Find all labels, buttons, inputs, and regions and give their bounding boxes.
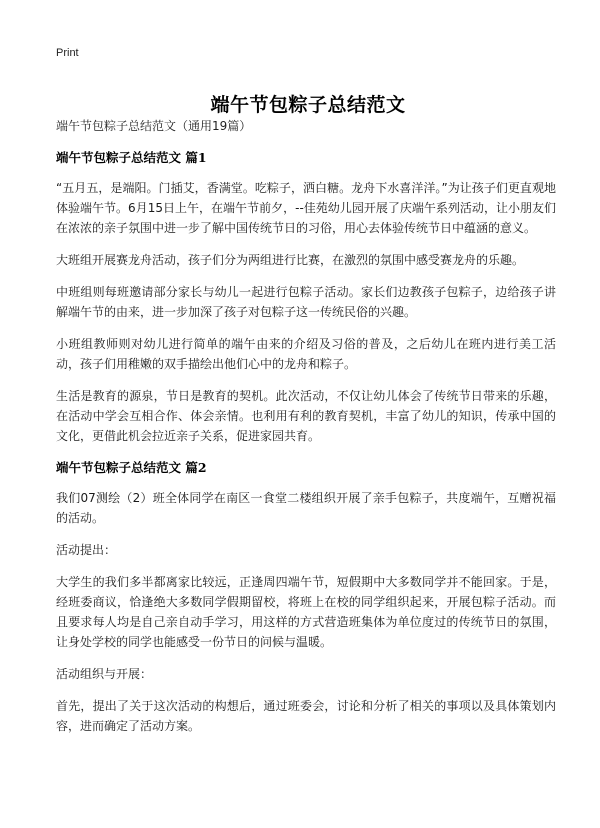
paragraph: 活动提出： bbox=[56, 543, 117, 557]
section-heading-2: 端午节包粽子总结范文 篇2 bbox=[56, 460, 207, 475]
paragraph: 小班组教师则对幼儿进行简单的端午由来的介绍及习俗的普及，之后幼儿在班内进行美工活动，孩子们用稚嫩的双手描绘出他们心中的龙舟和粽子。 bbox=[56, 337, 556, 371]
paragraph: 中班组则每班邀请部分家长与幼儿一起进行包粽子活动。家长们边教孩子包粽子，边给孩子讲解端午节的由来，进一步加深了孩子对包粽子这一传统民俗的兴趣。 bbox=[56, 285, 556, 319]
paragraph: “五月五，是端阳。门插艾，香满堂。吃粽子，洒白糖。龙舟下水喜洋洋。”为让孩子们更直观地体验端午节。6月15日上午，在端午节前夕，--佳苑幼儿园开展了庆端午系列活动，让小朋友们在浓浓的亲子氛围中进一步了解中国传统节日的习俗，用心去体验传统节日中蕴涵的意义。 bbox=[56, 181, 556, 235]
document-subtitle: 端午节包粽子总结范文（通用19篇） bbox=[56, 119, 252, 133]
paragraph: 活动组织与开展： bbox=[56, 667, 153, 681]
paragraph: 首先，提出了关于这次活动的构想后，通过班委会，讨论和分析了相关的事项以及具体策划内容，进而确定了活动方案。 bbox=[56, 699, 556, 733]
section-heading-1: 端午节包粽子总结范文 篇1 bbox=[56, 150, 207, 165]
paragraph: 大班组开展赛龙舟活动，孩子们分为两组进行比赛，在激烈的氛围中感受赛龙舟的乐趣。 bbox=[56, 253, 525, 267]
document-title: 端午节包粽子总结范文 bbox=[210, 93, 406, 116]
paragraph: 生活是教育的源泉，节日是教育的契机。此次活动，不仅让幼儿体会了传统节日带来的乐趣，在活动中学会互相合作、体会亲情。也利用有利的教育契机，丰富了幼儿的知识，传承中国的文化，更借此机会拉近亲子关系，促进家园共育。 bbox=[56, 389, 556, 443]
paragraph: 大学生的我们多半都离家比较远，正逢周四端午节，短假期中大多数同学并不能回家。于是，经班委商议，恰逢绝大多数同学假期留校，将班上在校的同学组织起来，开展包粽子活动。而且要求每人均是自己亲自动手学习，用这样的方式营造班集体为单位度过的传统节日的氛围，让身处学校的同学也能感受一份节日的问候与温暖。 bbox=[56, 575, 556, 649]
print-link[interactable]: Print bbox=[56, 47, 79, 59]
document-content bbox=[56, 150, 556, 748]
paragraph: 我们07测绘（2）班全体同学在南区一食堂二楼组织开展了亲手包粽子，共度端午，互赠祝福的活动。 bbox=[56, 491, 556, 525]
